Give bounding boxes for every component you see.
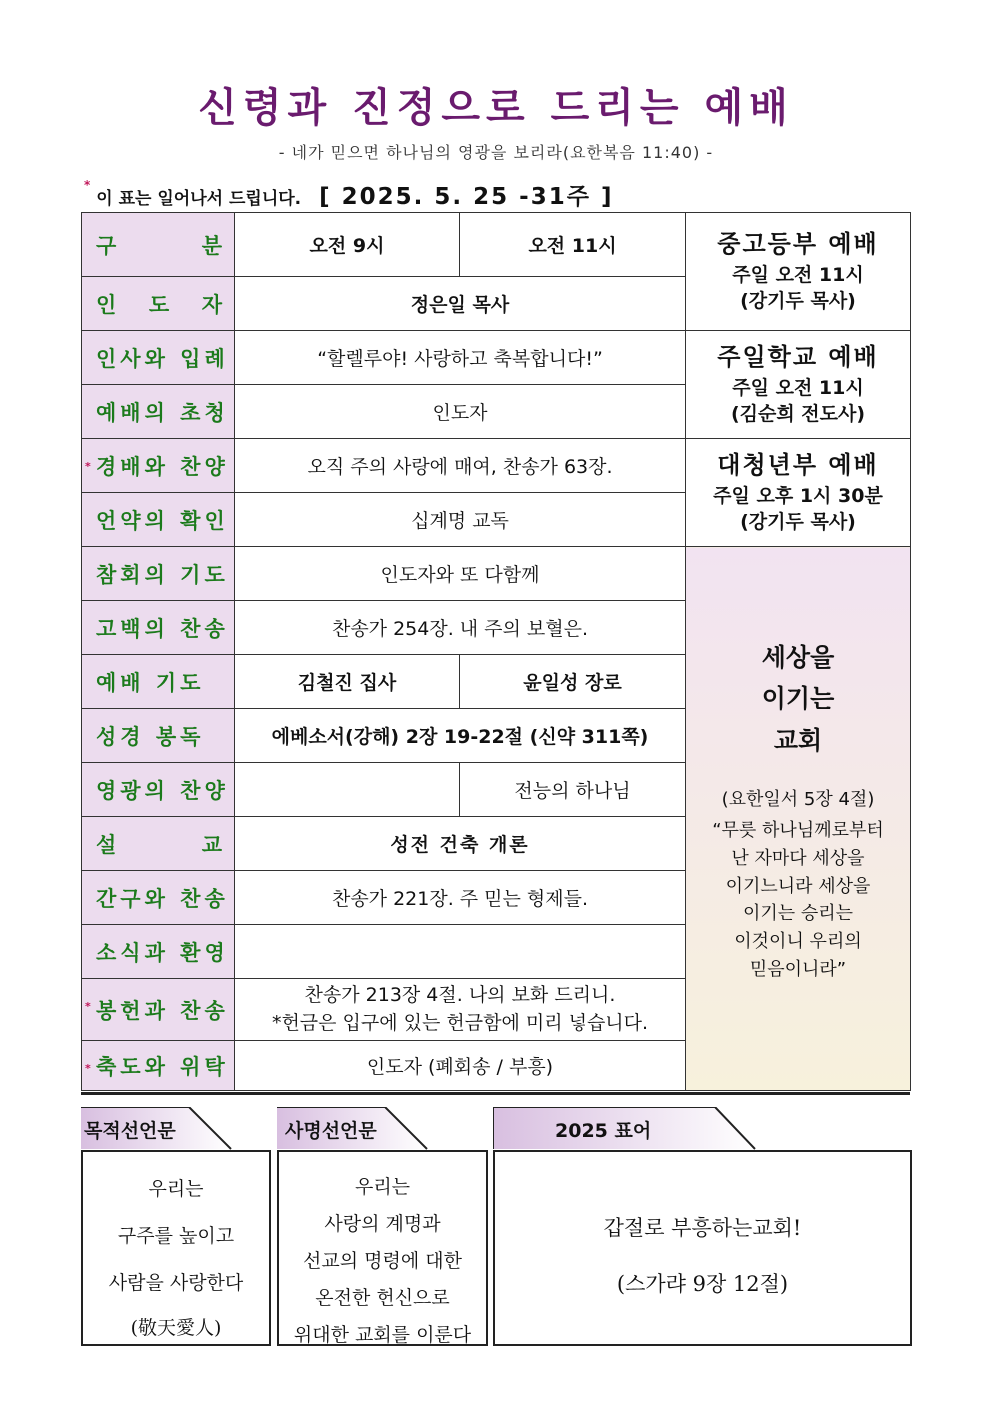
worship-order-table [81, 212, 911, 1091]
row-label: 참회의 기도 [82, 547, 235, 601]
theme-title: 세상을 이기는 교회 [761, 643, 835, 755]
table-row [82, 439, 911, 493]
row-label: 구 분 [82, 213, 235, 277]
mission-line: 온전한 헌신으로 [315, 1287, 450, 1309]
scripture-reading: 에베소서(강해) 2장 19-22절 (신약 311쪽) [235, 709, 686, 763]
mission-tab-label: 사명선언문 [285, 1120, 377, 1142]
page-title: 신령과 진정으로 드리는 예배 [198, 85, 794, 131]
mission-line: 선교의 명령에 대한 [303, 1250, 462, 1272]
theme-verse: “무릇 하나님께로부터 난 자마다 세상을 이기느니라 세상을 이기는 승리는 이것이니 우리의 믿음이니라” [712, 819, 884, 981]
table-row [82, 213, 911, 277]
prayer-11: 윤일성 장로 [460, 655, 686, 709]
purpose-tab-label: 목적선언문 [84, 1120, 176, 1142]
motto-line: (스가랴 9장 12절) [616, 1272, 789, 1296]
row-value: 찬송가 221장. 주 믿는 형제들. [235, 871, 686, 925]
table-row [82, 547, 911, 601]
table-row [82, 331, 911, 385]
row-value: 십계명 교독 [235, 493, 686, 547]
mission-statement-box [277, 1150, 488, 1346]
row-value: 인도자와 또 다함께 [235, 547, 686, 601]
row-label: 인 도 자 [82, 277, 235, 331]
theme-panel [686, 547, 911, 1091]
service-date: [ 2025. 5. 25 -31주 ] [319, 184, 614, 210]
motto-tab [493, 1107, 757, 1149]
row-label: 간구와 찬송 [82, 871, 235, 925]
star-icon: * [85, 1000, 91, 1013]
row-value: 인도자 (폐회송 / 부흥) [235, 1041, 686, 1091]
star-icon: * [85, 460, 91, 473]
row-value: “할렐루야! 사랑하고 축복합니다!” [235, 331, 686, 385]
theme-reference: (요한일서 5장 4절) [721, 788, 875, 810]
row-value: 오직 주의 사랑에 매여, 찬송가 63장. [235, 439, 686, 493]
motto-tab-label: 2025 표어 [555, 1120, 652, 1142]
purpose-tab [81, 1107, 233, 1149]
row-label: 고백의 찬송 [82, 601, 235, 655]
purpose-line: 사람을 사랑한다 [108, 1272, 244, 1294]
young-adult-info [686, 439, 911, 547]
youth-service-title: 중고등부 예배 [717, 230, 879, 259]
prayer-9: 김철진 집사 [235, 655, 460, 709]
row-label: 예배의 초청 [82, 385, 235, 439]
sunday-school-time: 주일 오전 11시 [732, 376, 864, 399]
row-label: 설 교 [82, 817, 235, 871]
time-11-header: 오전 11시 [460, 213, 686, 277]
sermon-title: 성전 건축 개론 [235, 817, 686, 871]
sunday-school-leader: (김순희 전도사) [730, 403, 866, 426]
motto-line: 갑절로 부흥하는교회! [603, 1216, 802, 1240]
sunday-school-title: 주일학교 예배 [717, 343, 879, 372]
section-divider [81, 1092, 910, 1095]
young-adult-time: 주일 오후 1시 30분 [713, 484, 883, 507]
mission-line: 우리는 [354, 1176, 411, 1198]
page-subtitle: - 네가 믿으면 하나님의 영광을 보리라(요한복음 11:40) - [278, 143, 714, 162]
row-value: 찬송가 254장. 내 주의 보혈은. [235, 601, 686, 655]
row-label: 성경 봉독 [82, 709, 235, 763]
mission-tab [277, 1107, 429, 1149]
row-label: 소식과 환영 [82, 925, 235, 979]
star-icon: * [85, 1062, 91, 1075]
praise-11: 전능의 하나님 [460, 763, 686, 817]
row-label: * 축도와 위탁 [82, 1041, 235, 1091]
youth-service-time: 주일 오전 11시 [732, 263, 864, 286]
offering-info: 찬송가 213장 4절. 나의 보화 드리니. *헌금은 입구에 있는 헌금함에 미리 넣습니다. [235, 979, 686, 1041]
row-value [235, 925, 686, 979]
row-label: * 경배와 찬양 [82, 439, 235, 493]
notice-text: 이 표는 일어나서 드립니다. [96, 189, 302, 209]
time-9-header: 오전 9시 [235, 213, 460, 277]
row-label: 인사와 입례 [82, 331, 235, 385]
purpose-line: (敬天愛人) [130, 1317, 222, 1339]
motto-box [493, 1150, 912, 1346]
praise-9 [235, 763, 460, 817]
purpose-statement-box [81, 1150, 271, 1346]
row-value: 인도자 [235, 385, 686, 439]
youth-service-info [686, 213, 911, 331]
sunday-school-info [686, 331, 911, 439]
young-adult-title: 대청년부 예배 [717, 451, 879, 480]
row-label: 예배 기도 [82, 655, 235, 709]
standing-notice [84, 178, 613, 211]
young-adult-leader: (강기두 목사) [740, 511, 856, 534]
row-label: 언약의 확인 [82, 493, 235, 547]
purpose-line: 구주를 높이고 [117, 1225, 235, 1247]
row-label: 영광의 찬양 [82, 763, 235, 817]
mission-line: 위대한 교회를 이룬다 [293, 1324, 472, 1346]
youth-service-leader: (강기두 목사) [740, 290, 856, 313]
mission-line: 사랑의 계명과 [324, 1213, 441, 1235]
star-icon: * [84, 178, 91, 192]
leader-name: 정은일 목사 [235, 277, 686, 331]
row-label: * 봉헌과 찬송 [82, 979, 235, 1041]
purpose-line: 우리는 [148, 1178, 204, 1200]
